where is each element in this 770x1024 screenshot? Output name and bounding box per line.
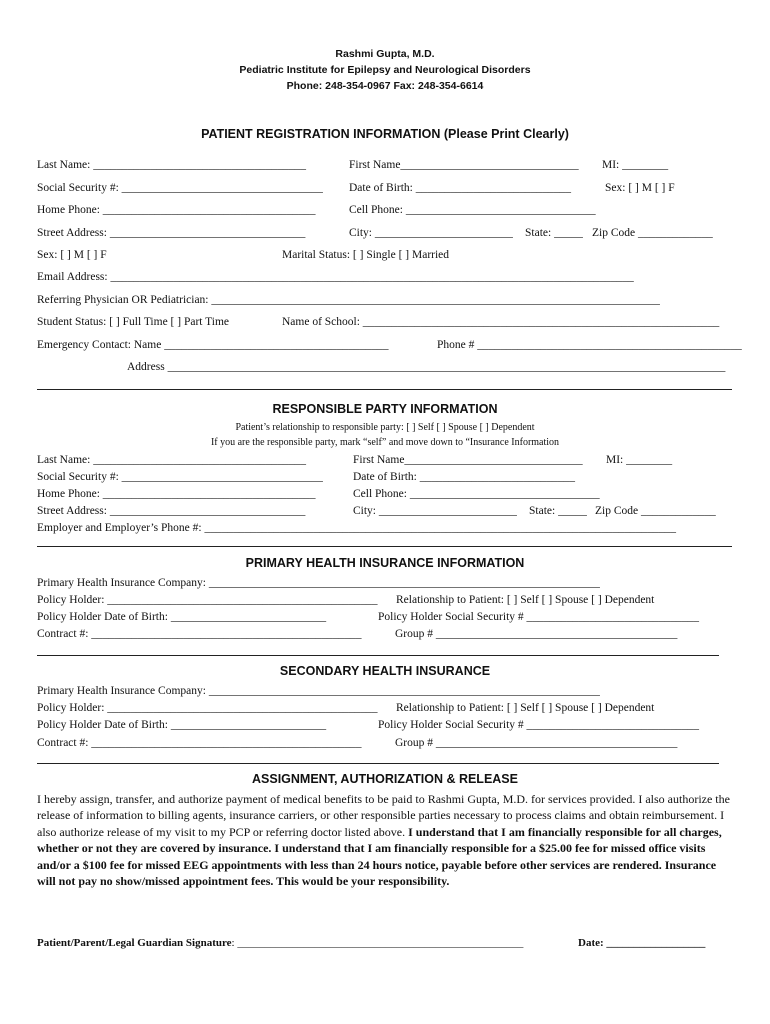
responsible-street-field[interactable]: Street Address: __________________________________ — [37, 505, 306, 517]
section-divider — [37, 655, 719, 656]
responsible-relationship-checkbox[interactable]: Patient’s relationship to responsible party: [ ] Self [ ] Spouse [ ] Dependent — [235, 422, 535, 433]
school-name-field[interactable]: Name of School: ______________________________________________________________ — [282, 316, 720, 328]
responsible-zip-field[interactable]: Zip Code _____________ — [595, 505, 716, 517]
primary-insurance-company-field[interactable]: Primary Health Insurance Company: ____________________________________________________________________ — [37, 577, 600, 589]
secondary-group-field[interactable]: Group # __________________________________________ — [395, 737, 678, 749]
section-divider — [37, 763, 719, 764]
emergency-contact-address-field[interactable]: Address _________________________________________________________________________________________________ — [127, 361, 726, 373]
patient-zip-field[interactable]: Zip Code _____________ — [592, 227, 713, 239]
patient-first-name-field[interactable]: First Name_______________________________ — [349, 159, 579, 171]
signature-label: Patient/Parent/Legal Guardian Signature — [37, 937, 232, 949]
assignment-text-bold: I understand that I am financially responsible for all charges, whether or not they are covered by insurance. I understand that I am financially responsible for a $25.00 fee for missed office visits and/or a $100 fee for missed EEG appointments with less than 24 hours notice, payable before other services are rendered. Insurance will not pay no show/missed appointment fees. This would be your responsibility. — [37, 824, 722, 889]
section-divider — [37, 546, 732, 547]
assignment-text-regular: I hereby assign, transfer, and authorize payment of medical benefits to be paid to Rashmi Gupta, M.D. for services provided. I also authorize the release of information to billing agents, insurance carriers, or other responsible parties necessary to process claims and obtain reimbursement. I also authorize release of my visit to my PCP or referring doctor listed above. — [37, 792, 730, 839]
signature-date-field[interactable] — [578, 936, 705, 950]
assignment-heading: ASSIGNMENT, AUTHORIZATION & RELEASE — [252, 772, 518, 786]
primary-relationship-checkbox[interactable]: Relationship to Patient: [ ] Self [ ] Spouse [ ] Dependent — [396, 594, 655, 606]
contact-phone-fax: Phone: 248-354-0967 Fax: 248-354-6614 — [286, 80, 484, 92]
primary-contract-field[interactable]: Contract #: _______________________________________________ — [37, 628, 362, 640]
student-status-checkbox[interactable]: Student Status: [ ] Full Time [ ] Part Time — [37, 316, 230, 328]
responsible-dob-field[interactable]: Date of Birth: ___________________________ — [353, 471, 575, 483]
primary-holder-ssn-field[interactable]: Policy Holder Social Security # ______________________________ — [378, 611, 700, 623]
patient-cell-phone-field[interactable]: Cell Phone: _________________________________ — [349, 204, 596, 216]
employer-phone-field[interactable]: Employer and Employer’s Phone #: __________________________________________________________________________________ — [37, 522, 676, 534]
section-divider — [37, 389, 732, 390]
emergency-contact-name-field[interactable]: Emergency Contact: Name _______________________________________ — [37, 339, 389, 351]
responsible-home-phone-field[interactable]: Home Phone: _____________________________________ — [37, 488, 316, 500]
primary-holder-dob-field[interactable]: Policy Holder Date of Birth: ___________________________ — [37, 611, 327, 623]
responsible-city-field[interactable]: City: ________________________ — [353, 505, 517, 517]
secondary-insurance-company-field[interactable]: Primary Health Insurance Company: ____________________________________________________________________ — [37, 685, 600, 697]
secondary-insurance-heading: SECONDARY HEALTH INSURANCE — [279, 664, 491, 678]
emergency-contact-phone-field[interactable]: Phone # ______________________________________________ — [437, 339, 742, 351]
secondary-contract-field[interactable]: Contract #: _______________________________________________ — [37, 737, 362, 749]
responsible-mi-field[interactable]: MI: ________ — [606, 454, 673, 466]
assignment-text — [37, 791, 737, 889]
signature-row[interactable] — [37, 936, 523, 950]
patient-city-field[interactable]: City: ________________________ — [349, 227, 513, 239]
primary-group-field[interactable]: Group # __________________________________________ — [395, 628, 678, 640]
responsible-first-name-field[interactable]: First Name_______________________________ — [353, 454, 583, 466]
secondary-relationship-checkbox[interactable]: Relationship to Patient: [ ] Self [ ] Spouse [ ] Dependent — [396, 702, 655, 714]
responsible-party-note: If you are the responsible party, mark “self” and move down to “Insurance Information — [210, 437, 560, 448]
page-title: PATIENT REGISTRATION INFORMATION (Please Print Clearly) — [201, 127, 569, 141]
patient-marital-status[interactable]: Marital Status: [ ] Single [ ] Married — [282, 249, 450, 261]
responsible-state-field[interactable]: State: _____ — [529, 505, 587, 517]
patient-home-phone-field[interactable]: Home Phone: _____________________________________ — [37, 204, 316, 216]
secondary-holder-dob-field[interactable]: Policy Holder Date of Birth: ___________________________ — [37, 719, 327, 731]
patient-sex-checkbox-right[interactable]: Sex: [ ] M [ ] F — [605, 182, 675, 194]
secondary-policy-holder-field[interactable]: Policy Holder: _______________________________________________ — [37, 702, 378, 714]
primary-policy-holder-field[interactable]: Policy Holder: _______________________________________________ — [37, 594, 378, 606]
referring-physician-field[interactable]: Referring Physician OR Pediatrician: ______________________________________________________________________________ — [37, 294, 660, 306]
patient-dob-field[interactable]: Date of Birth: ___________________________ — [349, 182, 571, 194]
patient-sex-checkbox[interactable]: Sex: [ ] M [ ] F — [37, 249, 107, 261]
secondary-holder-ssn-field[interactable]: Policy Holder Social Security # ______________________________ — [378, 719, 700, 731]
primary-insurance-heading: PRIMARY HEALTH INSURANCE INFORMATION — [245, 556, 525, 570]
patient-state-field[interactable]: State: _____ — [525, 227, 583, 239]
patient-email-field[interactable]: Email Address: ___________________________________________________________________________________________ — [37, 271, 634, 283]
responsible-last-name-field[interactable]: Last Name: _____________________________________ — [37, 454, 306, 466]
patient-street-field[interactable]: Street Address: __________________________________ — [37, 227, 306, 239]
signature-line[interactable]: : ____________________________________________________ — [231, 937, 524, 949]
responsible-cell-phone-field[interactable]: Cell Phone: _________________________________ — [353, 488, 600, 500]
patient-last-name-field[interactable]: Last Name: _____________________________________ — [37, 159, 306, 171]
patient-ssn-field[interactable]: Social Security #: ___________________________________ — [37, 182, 323, 194]
responsible-ssn-field[interactable]: Social Security #: ___________________________________ — [37, 471, 323, 483]
signature-date[interactable]: Date: __________________ — [578, 937, 706, 949]
doctor-name: Rashmi Gupta, M.D. — [335, 48, 435, 60]
patient-mi-field[interactable]: MI: ________ — [602, 159, 669, 171]
responsible-party-heading: RESPONSIBLE PARTY INFORMATION — [272, 402, 498, 416]
institute-name: Pediatric Institute for Epilepsy and Neurological Disorders — [239, 64, 531, 76]
